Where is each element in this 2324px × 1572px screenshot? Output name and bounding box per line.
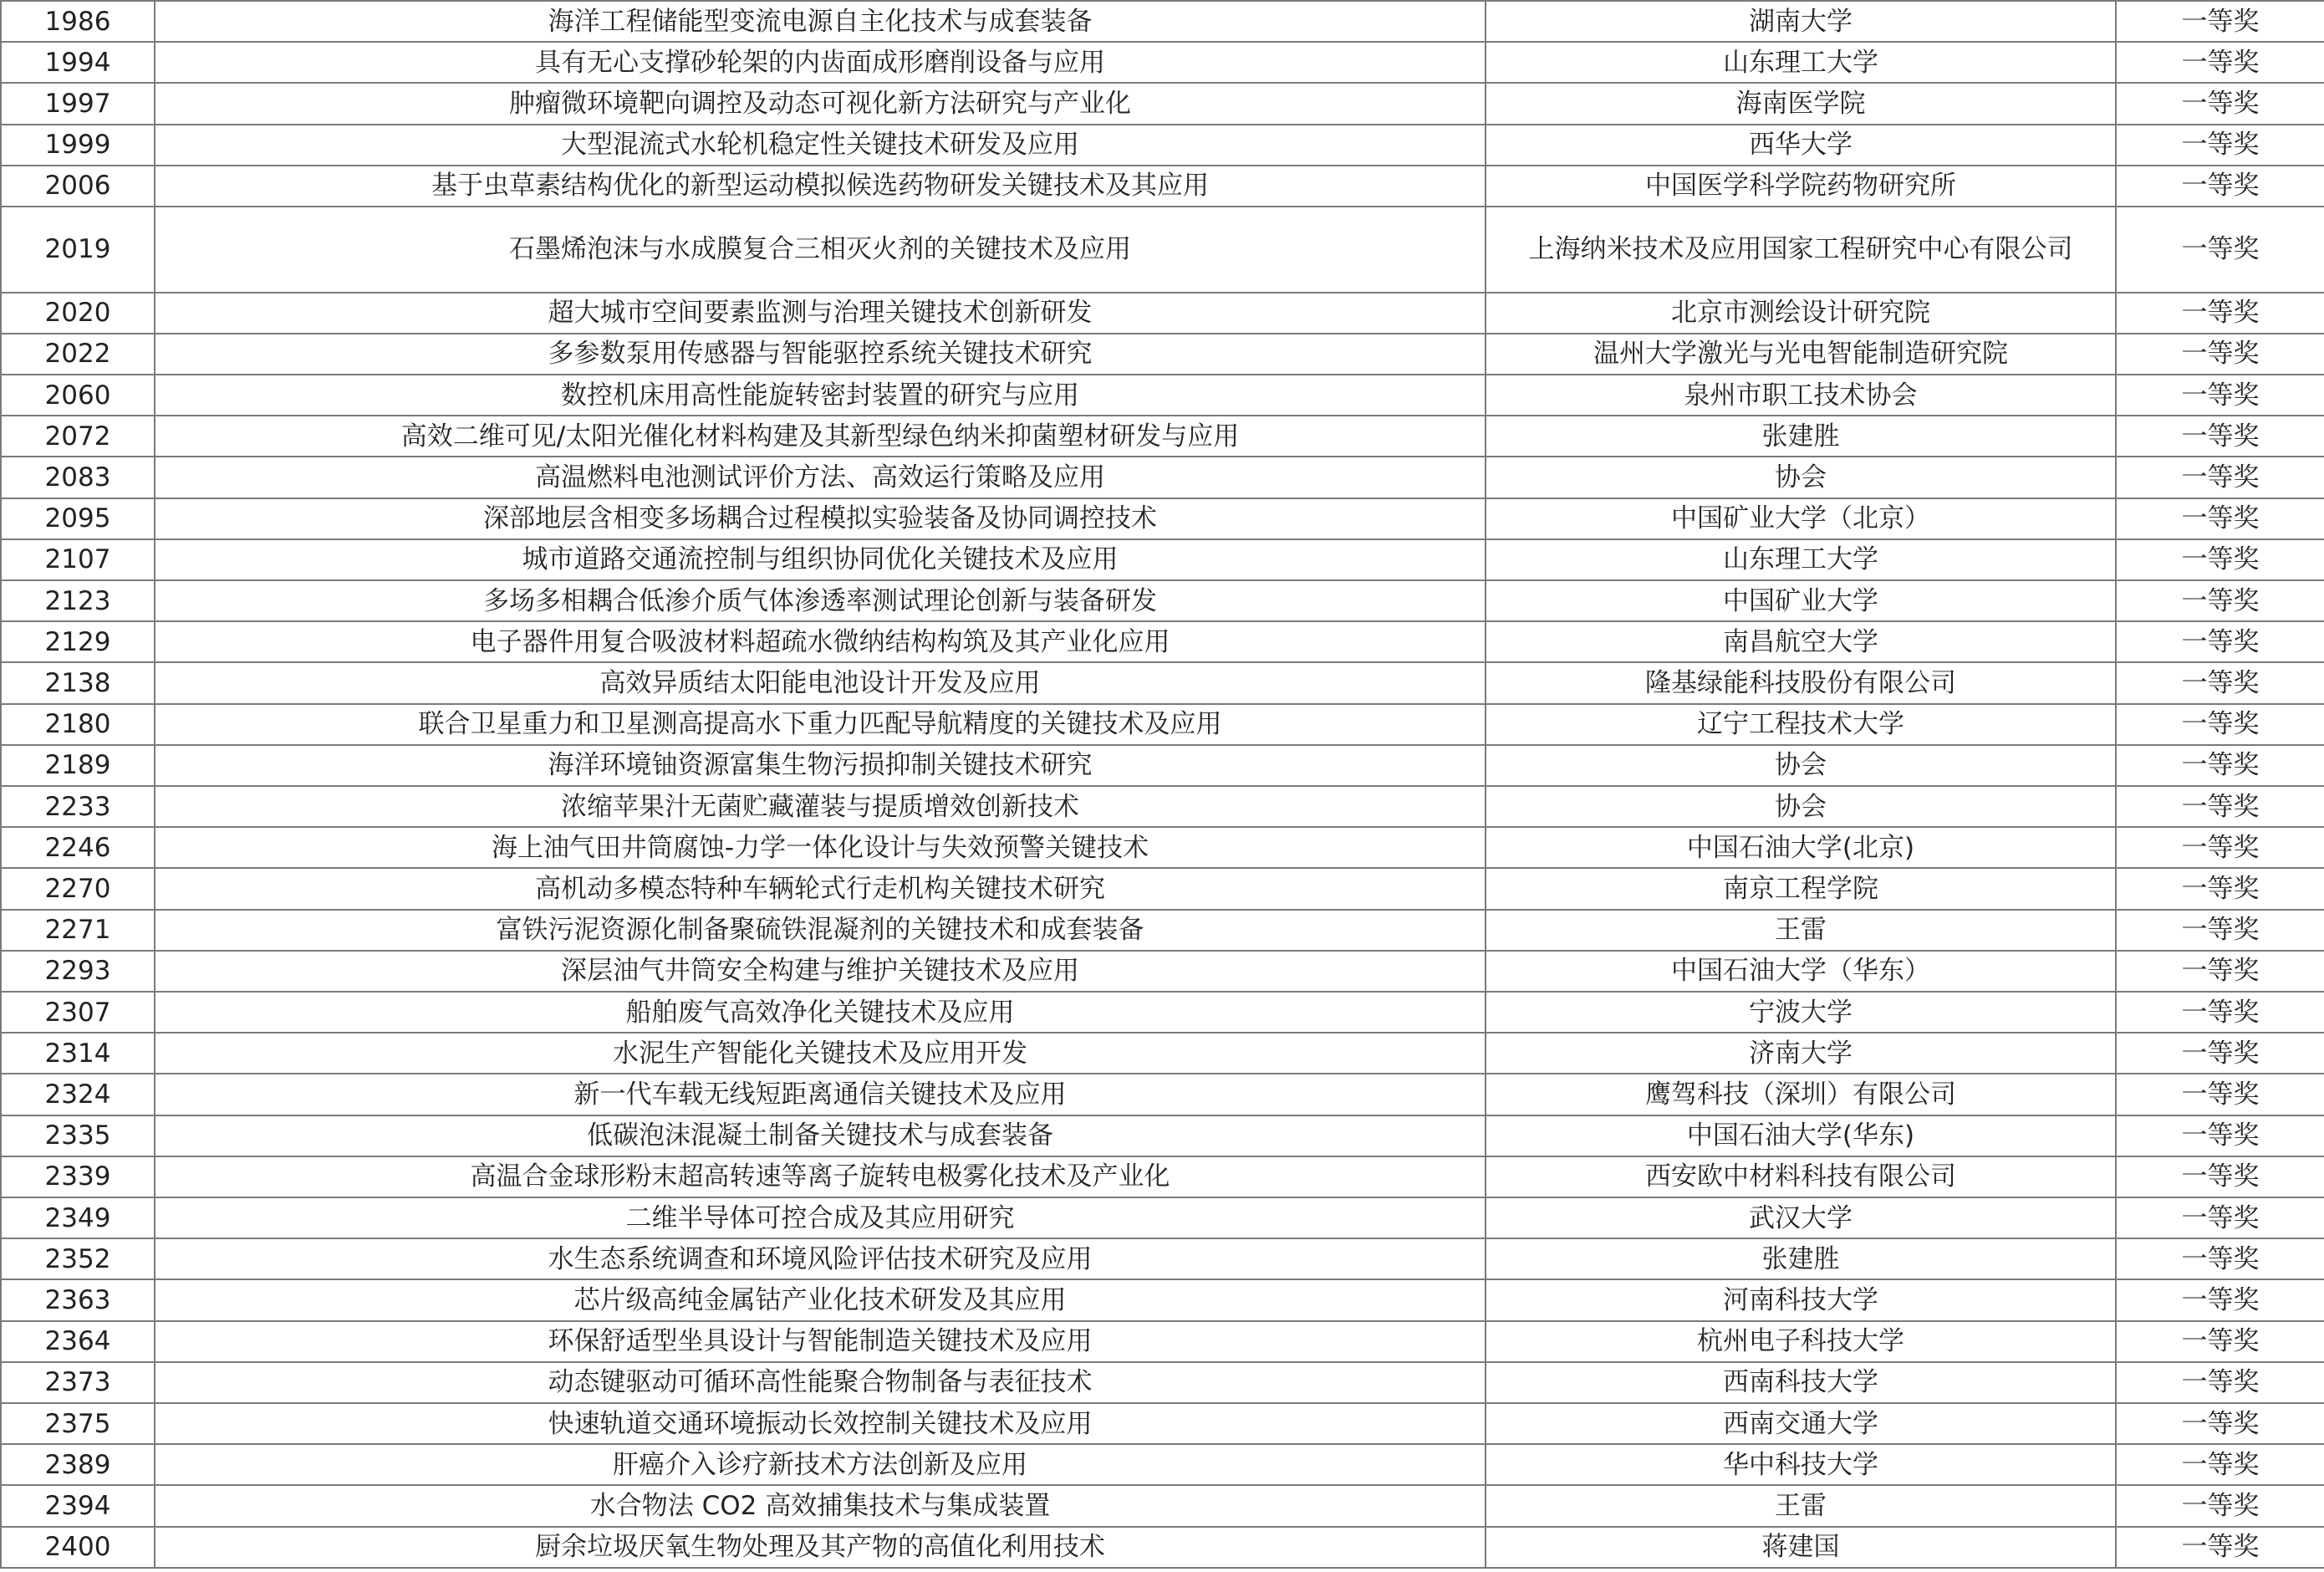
table-row bbox=[1, 1485, 2324, 1526]
award-level-cell: 一等奖 bbox=[2116, 416, 2324, 457]
project-name-cell: 高温合金球形粉末超高转速等离子旋转电极雾化技术及产业化 bbox=[155, 1156, 1486, 1197]
award-level-cell: 一等奖 bbox=[2116, 786, 2324, 827]
project-name-cell: 海洋工程储能型变流电源自主化技术与成套装备 bbox=[155, 1, 1486, 42]
table-row bbox=[1, 1527, 2324, 1568]
recommending-unit-cell: 中国石油大学(华东) bbox=[1486, 1115, 2116, 1156]
project-name-cell: 联合卫星重力和卫星测高提高水下重力匹配导航精度的关键技术及应用 bbox=[155, 704, 1486, 745]
table-row bbox=[1, 1444, 2324, 1485]
table-row bbox=[1, 1156, 2324, 1197]
project-name-cell: 数控机床用高性能旋转密封装置的研究与应用 bbox=[155, 375, 1486, 416]
table-row bbox=[1, 951, 2324, 992]
project-name-cell: 低碳泡沫混凝土制备关键技术与成套装备 bbox=[155, 1115, 1486, 1156]
project-id-cell: 2271 bbox=[1, 910, 155, 951]
project-id-cell: 2293 bbox=[1, 951, 155, 992]
project-id-cell: 2138 bbox=[1, 662, 155, 703]
table-row bbox=[1, 827, 2324, 868]
project-id-cell: 2072 bbox=[1, 416, 155, 457]
table-row bbox=[1, 621, 2324, 662]
award-level-cell: 一等奖 bbox=[2116, 1403, 2324, 1444]
project-id-cell: 2020 bbox=[1, 293, 155, 334]
project-name-cell: 城市道路交通流控制与组织协同优化关键技术及应用 bbox=[155, 539, 1486, 580]
award-level-cell: 一等奖 bbox=[2116, 910, 2324, 951]
project-name-cell: 多场多相耦合低渗介质气体渗透率测试理论创新与装备研发 bbox=[155, 580, 1486, 621]
project-id-cell: 2095 bbox=[1, 498, 155, 539]
project-id-cell: 1986 bbox=[1, 1, 155, 42]
project-id-cell: 1999 bbox=[1, 125, 155, 166]
table-row bbox=[1, 868, 2324, 909]
recommending-unit-cell: 中国矿业大学（北京） bbox=[1486, 498, 2116, 539]
table-row bbox=[1, 539, 2324, 580]
project-id-cell: 1994 bbox=[1, 42, 155, 83]
table-row bbox=[1, 704, 2324, 745]
project-id-cell: 2006 bbox=[1, 166, 155, 207]
table-row bbox=[1, 745, 2324, 786]
award-level-cell: 一等奖 bbox=[2116, 1238, 2324, 1279]
award-level-cell: 一等奖 bbox=[2116, 704, 2324, 745]
recommending-unit-cell: 海南医学院 bbox=[1486, 83, 2116, 124]
award-level-cell: 一等奖 bbox=[2116, 868, 2324, 909]
recommending-unit-cell: 杭州电子科技大学 bbox=[1486, 1321, 2116, 1362]
project-id-cell: 2389 bbox=[1, 1444, 155, 1485]
project-id-cell: 2375 bbox=[1, 1403, 155, 1444]
award-level-cell: 一等奖 bbox=[2116, 1362, 2324, 1403]
table-row bbox=[1, 1362, 2324, 1403]
table-row bbox=[1, 1403, 2324, 1444]
award-level-cell: 一等奖 bbox=[2116, 539, 2324, 580]
table-row bbox=[1, 910, 2324, 951]
project-name-cell: 电子器件用复合吸波材料超疏水微纳结构构筑及其产业化应用 bbox=[155, 621, 1486, 662]
recommending-unit-cell: 南昌航空大学 bbox=[1486, 621, 2116, 662]
table-row bbox=[1, 166, 2324, 207]
project-name-cell: 快速轨道交通环境振动长效控制关键技术及应用 bbox=[155, 1403, 1486, 1444]
award-level-cell: 一等奖 bbox=[2116, 992, 2324, 1033]
project-name-cell: 大型混流式水轮机稳定性关键技术研发及应用 bbox=[155, 125, 1486, 166]
table-row bbox=[1, 1115, 2324, 1156]
project-name-cell: 肝癌介入诊疗新技术方法创新及应用 bbox=[155, 1444, 1486, 1485]
recommending-unit-cell: 温州大学激光与光电智能制造研究院 bbox=[1486, 334, 2116, 375]
award-level-cell: 一等奖 bbox=[2116, 207, 2324, 293]
table-row bbox=[1, 992, 2324, 1033]
award-level-cell: 一等奖 bbox=[2116, 1074, 2324, 1115]
recommending-unit-cell: 鹰驾科技（深圳）有限公司 bbox=[1486, 1074, 2116, 1115]
recommending-unit-cell: 协会 bbox=[1486, 745, 2116, 786]
table-row bbox=[1, 786, 2324, 827]
table-row bbox=[1, 375, 2324, 416]
project-name-cell: 芯片级高纯金属钴产业化技术研发及其应用 bbox=[155, 1279, 1486, 1320]
project-id-cell: 2400 bbox=[1, 1527, 155, 1568]
project-id-cell: 2335 bbox=[1, 1115, 155, 1156]
award-level-cell: 一等奖 bbox=[2116, 1115, 2324, 1156]
table-row bbox=[1, 1033, 2324, 1074]
project-name-cell: 深部地层含相变多场耦合过程模拟实验装备及协同调控技术 bbox=[155, 498, 1486, 539]
table-row bbox=[1, 1, 2324, 42]
project-id-cell: 2339 bbox=[1, 1156, 155, 1197]
recommending-unit-cell: 河南科技大学 bbox=[1486, 1279, 2116, 1320]
award-level-cell: 一等奖 bbox=[2116, 1321, 2324, 1362]
table-row bbox=[1, 498, 2324, 539]
recommending-unit-cell: 山东理工大学 bbox=[1486, 42, 2116, 83]
project-id-cell: 2189 bbox=[1, 745, 155, 786]
project-name-cell: 海上油气田井筒腐蚀-力学一体化设计与失效预警关键技术 bbox=[155, 827, 1486, 868]
award-level-cell: 一等奖 bbox=[2116, 1527, 2324, 1568]
table-row bbox=[1, 42, 2324, 83]
project-name-cell: 水合物法 CO2 高效捕集技术与集成装置 bbox=[155, 1485, 1486, 1526]
project-name-cell: 超大城市空间要素监测与治理关键技术创新研发 bbox=[155, 293, 1486, 334]
award-level-cell: 一等奖 bbox=[2116, 1156, 2324, 1197]
recommending-unit-cell: 南京工程学院 bbox=[1486, 868, 2116, 909]
recommending-unit-cell: 山东理工大学 bbox=[1486, 539, 2116, 580]
project-id-cell: 2364 bbox=[1, 1321, 155, 1362]
award-level-cell: 一等奖 bbox=[2116, 1, 2324, 42]
award-level-cell: 一等奖 bbox=[2116, 1444, 2324, 1485]
recommending-unit-cell: 协会 bbox=[1486, 786, 2116, 827]
project-name-cell: 厨余垃圾厌氧生物处理及其产物的高值化利用技术 bbox=[155, 1527, 1486, 1568]
award-level-cell: 一等奖 bbox=[2116, 125, 2324, 166]
project-name-cell: 富铁污泥资源化制备聚硫铁混凝剂的关键技术和成套装备 bbox=[155, 910, 1486, 951]
recommending-unit-cell: 隆基绿能科技股份有限公司 bbox=[1486, 662, 2116, 703]
recommending-unit-cell: 西南科技大学 bbox=[1486, 1362, 2116, 1403]
table-row bbox=[1, 334, 2324, 375]
project-id-cell: 2324 bbox=[1, 1074, 155, 1115]
project-id-cell: 2129 bbox=[1, 621, 155, 662]
project-name-cell: 二维半导体可控合成及其应用研究 bbox=[155, 1197, 1486, 1238]
project-id-cell: 2363 bbox=[1, 1279, 155, 1320]
award-level-cell: 一等奖 bbox=[2116, 1033, 2324, 1074]
award-level-cell: 一等奖 bbox=[2116, 662, 2324, 703]
project-id-cell: 2107 bbox=[1, 539, 155, 580]
recommending-unit-cell: 湖南大学 bbox=[1486, 1, 2116, 42]
project-name-cell: 新一代车载无线短距离通信关键技术及应用 bbox=[155, 1074, 1486, 1115]
project-id-cell: 2019 bbox=[1, 207, 155, 293]
table-body bbox=[1, 1, 2324, 1568]
project-name-cell: 船舶废气高效净化关键技术及应用 bbox=[155, 992, 1486, 1033]
recommending-unit-cell: 中国石油大学(北京) bbox=[1486, 827, 2116, 868]
project-id-cell: 1997 bbox=[1, 83, 155, 124]
award-level-cell: 一等奖 bbox=[2116, 827, 2324, 868]
table-row bbox=[1, 207, 2324, 293]
award-level-cell: 一等奖 bbox=[2116, 1279, 2324, 1320]
table-row bbox=[1, 1238, 2324, 1279]
recommending-unit-cell: 辽宁工程技术大学 bbox=[1486, 704, 2116, 745]
recommending-unit-cell: 张建胜 bbox=[1486, 416, 2116, 457]
table-row bbox=[1, 1321, 2324, 1362]
project-id-cell: 2270 bbox=[1, 868, 155, 909]
project-name-cell: 高机动多模态特种车辆轮式行走机构关键技术研究 bbox=[155, 868, 1486, 909]
project-id-cell: 2373 bbox=[1, 1362, 155, 1403]
table-row bbox=[1, 83, 2324, 124]
recommending-unit-cell: 中国石油大学（华东） bbox=[1486, 951, 2116, 992]
project-name-cell: 高效异质结太阳能电池设计开发及应用 bbox=[155, 662, 1486, 703]
recommending-unit-cell: 华中科技大学 bbox=[1486, 1444, 2116, 1485]
award-level-cell: 一等奖 bbox=[2116, 83, 2324, 124]
project-name-cell: 动态键驱动可循环高性能聚合物制备与表征技术 bbox=[155, 1362, 1486, 1403]
recommending-unit-cell: 上海纳米技术及应用国家工程研究中心有限公司 bbox=[1486, 207, 2116, 293]
recommending-unit-cell: 中国医学科学院药物研究所 bbox=[1486, 166, 2116, 207]
award-level-cell: 一等奖 bbox=[2116, 293, 2324, 334]
project-id-cell: 2123 bbox=[1, 580, 155, 621]
award-level-cell: 一等奖 bbox=[2116, 745, 2324, 786]
recommending-unit-cell: 西安欧中材料科技有限公司 bbox=[1486, 1156, 2116, 1197]
table-row bbox=[1, 1197, 2324, 1238]
recommending-unit-cell: 蒋建国 bbox=[1486, 1527, 2116, 1568]
project-name-cell: 浓缩苹果汁无菌贮藏灌装与提质增效创新技术 bbox=[155, 786, 1486, 827]
recommending-unit-cell: 北京市测绘设计研究院 bbox=[1486, 293, 2116, 334]
table-row bbox=[1, 125, 2324, 166]
project-name-cell: 具有无心支撑砂轮架的内齿面成形磨削设备与应用 bbox=[155, 42, 1486, 83]
project-id-cell: 2060 bbox=[1, 375, 155, 416]
table-row bbox=[1, 580, 2324, 621]
project-name-cell: 多参数泵用传感器与智能驱控系统关键技术研究 bbox=[155, 334, 1486, 375]
recommending-unit-cell: 张建胜 bbox=[1486, 1238, 2116, 1279]
award-level-cell: 一等奖 bbox=[2116, 375, 2324, 416]
award-level-cell: 一等奖 bbox=[2116, 580, 2324, 621]
award-level-cell: 一等奖 bbox=[2116, 42, 2324, 83]
award-level-cell: 一等奖 bbox=[2116, 951, 2324, 992]
recommending-unit-cell: 王雷 bbox=[1486, 910, 2116, 951]
project-id-cell: 2246 bbox=[1, 827, 155, 868]
award-level-cell: 一等奖 bbox=[2116, 1197, 2324, 1238]
award-level-cell: 一等奖 bbox=[2116, 498, 2324, 539]
award-level-cell: 一等奖 bbox=[2116, 1485, 2324, 1526]
recommending-unit-cell: 西华大学 bbox=[1486, 125, 2116, 166]
recommending-unit-cell: 王雷 bbox=[1486, 1485, 2116, 1526]
table-row bbox=[1, 1074, 2324, 1115]
project-name-cell: 环保舒适型坐具设计与智能制造关键技术及应用 bbox=[155, 1321, 1486, 1362]
recommending-unit-cell: 西南交通大学 bbox=[1486, 1403, 2116, 1444]
recommending-unit-cell: 武汉大学 bbox=[1486, 1197, 2116, 1238]
project-id-cell: 2083 bbox=[1, 457, 155, 498]
project-id-cell: 2233 bbox=[1, 786, 155, 827]
project-id-cell: 2314 bbox=[1, 1033, 155, 1074]
project-name-cell: 海洋环境铀资源富集生物污损抑制关键技术研究 bbox=[155, 745, 1486, 786]
project-id-cell: 2180 bbox=[1, 704, 155, 745]
project-name-cell: 水生态系统调查和环境风险评估技术研究及应用 bbox=[155, 1238, 1486, 1279]
award-level-cell: 一等奖 bbox=[2116, 166, 2324, 207]
award-level-cell: 一等奖 bbox=[2116, 334, 2324, 375]
project-name-cell: 肿瘤微环境靶向调控及动态可视化新方法研究与产业化 bbox=[155, 83, 1486, 124]
recommending-unit-cell: 宁波大学 bbox=[1486, 992, 2116, 1033]
table-row bbox=[1, 662, 2324, 703]
project-id-cell: 2349 bbox=[1, 1197, 155, 1238]
project-name-cell: 石墨烯泡沫与水成膜复合三相灭火剂的关键技术及应用 bbox=[155, 207, 1486, 293]
award-level-cell: 一等奖 bbox=[2116, 457, 2324, 498]
award-level-cell: 一等奖 bbox=[2116, 621, 2324, 662]
project-id-cell: 2352 bbox=[1, 1238, 155, 1279]
recommending-unit-cell: 泉州市职工技术协会 bbox=[1486, 375, 2116, 416]
project-id-cell: 2394 bbox=[1, 1485, 155, 1526]
project-id-cell: 2307 bbox=[1, 992, 155, 1033]
project-name-cell: 基于虫草素结构优化的新型运动模拟候选药物研发关键技术及其应用 bbox=[155, 166, 1486, 207]
recommending-unit-cell: 中国矿业大学 bbox=[1486, 580, 2116, 621]
recommending-unit-cell: 协会 bbox=[1486, 457, 2116, 498]
table-row bbox=[1, 416, 2324, 457]
recommending-unit-cell: 济南大学 bbox=[1486, 1033, 2116, 1074]
project-name-cell: 高效二维可见/太阳光催化材料构建及其新型绿色纳米抑菌塑材研发与应用 bbox=[155, 416, 1486, 457]
table-row bbox=[1, 293, 2324, 334]
table-row bbox=[1, 457, 2324, 498]
project-name-cell: 水泥生产智能化关键技术及应用开发 bbox=[155, 1033, 1486, 1074]
project-name-cell: 深层油气井筒安全构建与维护关键技术及应用 bbox=[155, 951, 1486, 992]
table-row bbox=[1, 1279, 2324, 1320]
project-id-cell: 2022 bbox=[1, 334, 155, 375]
project-name-cell: 高温燃料电池测试评价方法、高效运行策略及应用 bbox=[155, 457, 1486, 498]
